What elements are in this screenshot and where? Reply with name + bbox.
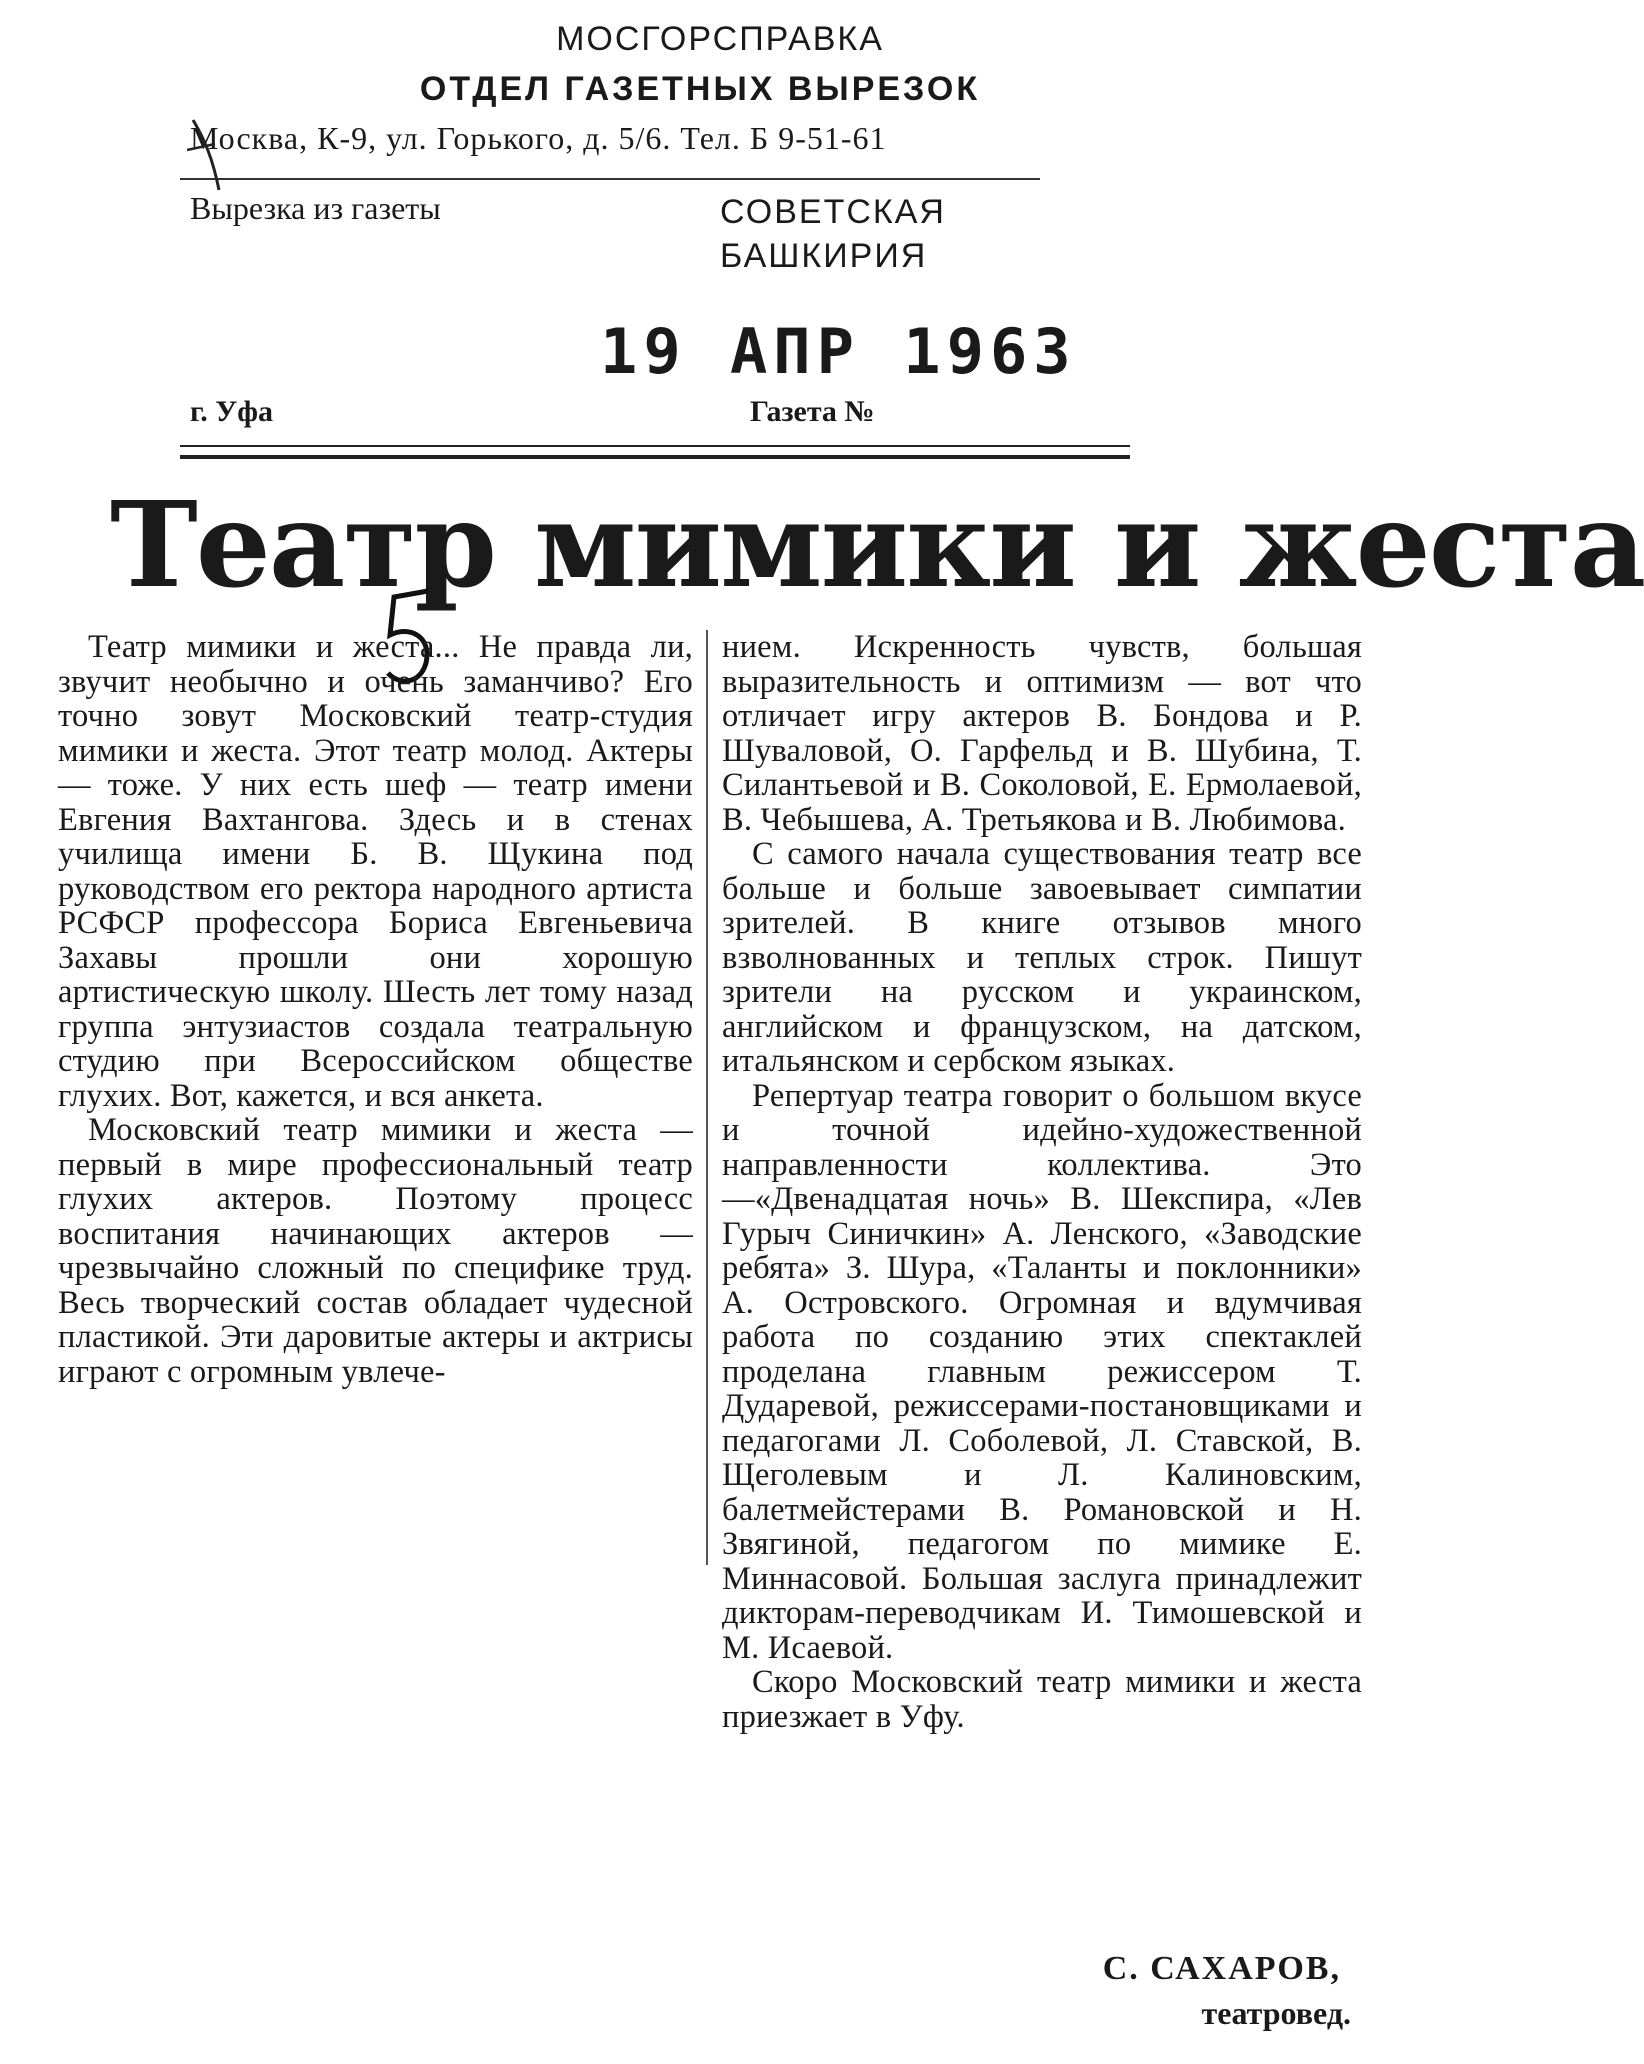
newspaper-name: СОВЕТСКАЯ БАШКИРИЯ (720, 193, 946, 275)
paragraph: Скоро Московский театр мимики и жеста приезжает в Уфу. (722, 1664, 1362, 1735)
author-role: театровед. (1201, 1995, 1351, 2031)
author-name: С. САХАРОВ, (1102, 1950, 1341, 1987)
paragraph-continuation: нием. Искренность чувств, большая выразительность и оптимизм — вот что отличает игру актеров В. Бондова и Р. Шуваловой, О. Гарфельд и В. Шубина, Т. Силантьевой и В. Соколовой, Е. Ермолаевой, В. Чебышева, А. Третьякова и В. Любимова. (722, 629, 1362, 838)
pen-check-mark-icon (185, 110, 245, 200)
header-rule-thin (180, 445, 1130, 447)
paragraph: Театр мимики и жеста... Не правда ли, звучит необычно и очень заманчиво? Его точно зовут Московский театр-студия мимики и жеста. Этот театр молод. Актеры — тоже. У них есть шеф — театр имени Евгения Вахтангова. Здесь и в стенах училища имени Б. В. Щукина под руководством его ректора народного артиста РСФСР профессора Бориса Евгеньевича Захавы прошли они хорошую артистическую школу. Шесть лет тому назад группа энтузиастов создала театральную студию при Всероссийском обществе глухих. Вот, кажется, и вся анкета. (58, 629, 693, 1114)
paragraph: Московский театр мимики и жеста — первый в мире профессиональный театр глухих актеров. Поэтому процесс воспитания начинающих актеров — чрезвычайно сложный по специфике труд. Весь творческий состав обладает чудесной пластикой. Эти даровитые актеры и актрисы играют с огромным увлече- (58, 1112, 693, 1390)
stamp-divider (180, 178, 1040, 180)
column-divider (706, 630, 708, 1565)
date-stamp: 19 АПР 1963 (600, 315, 1077, 388)
city-label: г. Уфа (190, 395, 274, 428)
paragraph: Репертуар театра говорит о большом вкусе и точной идейно-художественной направленности коллектива. Это—«Двенадцатая ночь» В. Шекспира, «Лев Гурыч Синичкин» А. Ленского, «Заводские ребята» З. Шура, «Таланты и поклонники» А. Островского. Огромная и вдумчивая работа по созданию этих спектаклей проделана главным режиссером Т. Дударевой, режиссерами-постановщиками и педагогами Л. Соболевой, Л. Ставской, В. Щеголевым и Л. Калиновским, балетмейстерами В. Романовской и Н. Звягиной, педагогом по мимике Е. Миннасовой. Большая заслуга принадлежит дикторам-переводчикам И. Тимошевской и М. Исаевой. (722, 1077, 1362, 1666)
article-title: Театр мимики и жеста (110, 475, 1644, 614)
paragraph: С самого начала существования театр все больше и больше завоевывает симпатии зрителей. В книге отзывов много взволнованных и теплых строк. Пишут зрители на русском и украинском, английском и французском, на датском, итальянском и сербском языках. (722, 836, 1362, 1079)
issue-label: Газета № (750, 395, 875, 428)
header-rule-thick (180, 455, 1130, 459)
bureau-address: Москва, К-9, ул. Горького, д. 5/6. Тел. Б 9-51-61 (190, 120, 887, 156)
department-name: ОТДЕЛ ГАЗЕТНЫХ ВЫРЕЗОК (419, 70, 981, 108)
source-label: Вырезка из газеты (190, 190, 441, 226)
bureau-name: МОСГОРСПРАВКА (556, 20, 884, 58)
article-left-column (58, 630, 693, 1389)
article-right-column (722, 630, 1362, 1734)
